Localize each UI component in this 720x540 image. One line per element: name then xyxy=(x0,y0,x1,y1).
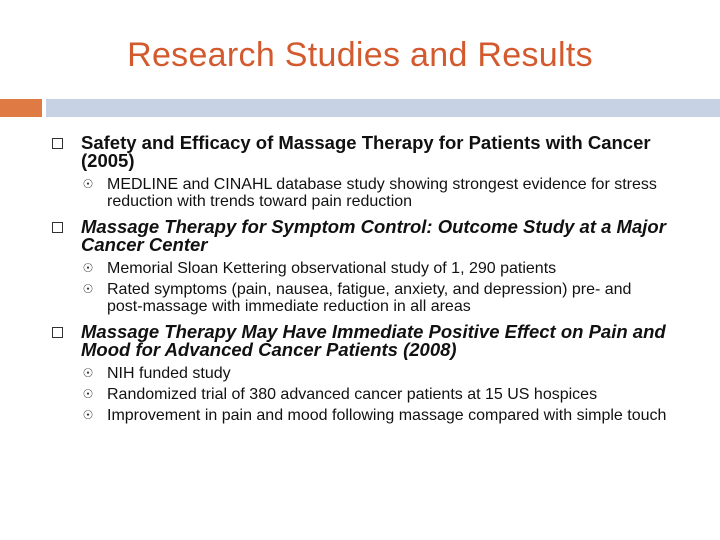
list-item xyxy=(50,281,670,315)
list-item-text: MEDLINE and CINAHL database study showing strongest evidence for stress reduction with trends toward pain reduction xyxy=(107,176,657,210)
sun-bullet-icon: ☉ xyxy=(82,408,94,422)
sun-bullet-icon: ☉ xyxy=(82,366,94,380)
slide-title: Research Studies and Results xyxy=(127,36,593,74)
sun-bullet-icon: ☉ xyxy=(82,282,94,296)
section-items xyxy=(50,365,670,424)
list-item xyxy=(50,407,670,424)
section-heading-text: Massage Therapy for Symptom Control: Outcome Study at a Major Cancer Center xyxy=(81,216,666,255)
list-item-text: NIH funded study xyxy=(107,365,231,382)
section-heading xyxy=(50,218,670,254)
sun-bullet-icon: ☉ xyxy=(82,261,94,275)
list-item xyxy=(50,260,670,277)
accent-bar-orange xyxy=(0,99,42,117)
slide-content xyxy=(50,128,670,432)
section-items xyxy=(50,260,670,315)
section-heading xyxy=(50,323,670,359)
list-item-text: Rated symptoms (pain, nausea, fatigue, anxiety, and depression) pre- and post-massage with immediate reduction in all areas xyxy=(107,281,632,315)
sun-bullet-icon: ☉ xyxy=(82,387,94,401)
square-bullet-icon xyxy=(52,222,63,233)
list-item xyxy=(50,365,670,382)
square-bullet-icon xyxy=(52,327,63,338)
section-heading-text: Massage Therapy May Have Immediate Positive Effect on Pain and Mood for Advanced Cancer Patients (2008) xyxy=(81,321,666,360)
list-item-text: Randomized trial of 380 advanced cancer patients at 15 US hospices xyxy=(107,386,598,403)
sun-bullet-icon: ☉ xyxy=(82,177,94,191)
list-item xyxy=(50,386,670,403)
list-item-text: Memorial Sloan Kettering observational study of 1, 290 patients xyxy=(107,260,557,277)
accent-bar-blue xyxy=(46,99,720,117)
section-items xyxy=(50,176,670,210)
list-item-text: Improvement in pain and mood following massage compared with simple touch xyxy=(107,407,667,424)
section-heading-text: Safety and Efficacy of Massage Therapy for Patients with Cancer (2005) xyxy=(81,132,651,171)
list-item xyxy=(50,176,670,210)
section-heading xyxy=(50,134,670,170)
square-bullet-icon xyxy=(52,138,63,149)
